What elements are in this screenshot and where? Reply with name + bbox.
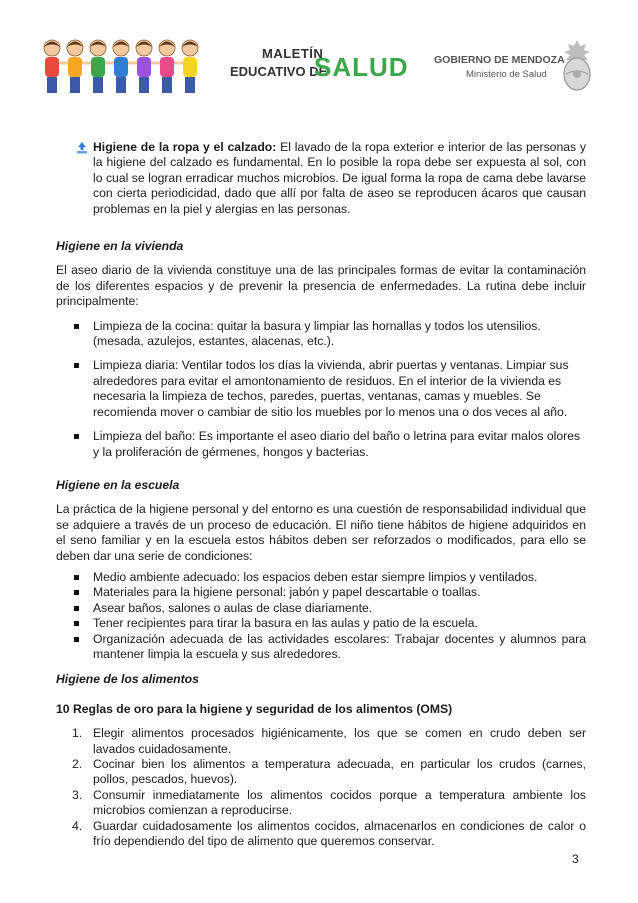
arrow-bullet-icon <box>76 142 88 154</box>
child-figure <box>67 40 91 93</box>
page-number: 3 <box>572 852 579 866</box>
square-bullet-icon <box>74 363 79 368</box>
square-bullet-icon <box>74 575 79 580</box>
section-heading-vivienda: Higiene en la vivienda <box>56 239 184 254</box>
square-bullet-icon <box>74 621 79 626</box>
list-item: 2. Cocinar bien los alimentos a temperatura adecuada, en particular los crudos (carnes, pollos, pescados, huevos). <box>72 757 586 787</box>
list-item: 3. Consumir inmediatamente los alimentos cocidos porque a temperatura ambiente los microbios comienzan a reproducirse. <box>72 787 586 818</box>
section-heading-alimentos: Higiene de los alimentos <box>56 672 199 687</box>
child-figure <box>159 40 183 93</box>
document-body <box>56 140 586 849</box>
vivienda-paragraph: El aseo diario de la vivienda constituye una de las principales formas de evitar la contaminación de los diferentes espacios y de prevenir la presencia de enfermedades. La rutina debe incluir principalmente: <box>56 263 586 309</box>
child-figure <box>182 40 198 93</box>
square-bullet-icon <box>74 324 79 329</box>
square-bullet-icon <box>74 606 79 611</box>
gob-line2: Ministerio de Salud <box>466 69 547 80</box>
children-holding-hands-logo <box>40 32 210 102</box>
maletin-logo <box>230 46 410 96</box>
alimentos-rules-list <box>56 726 586 849</box>
child-figure <box>113 40 137 93</box>
intro-bullet <box>56 140 586 217</box>
gob-line1: GOBIERNO DE MENDOZA <box>434 54 565 66</box>
list-item: Limpieza del baño: Es importante el aseo diario del baño o letrina para evitar malos olores y la proliferación de gérmenes, hongos y bacterias. <box>56 429 586 460</box>
child-figure <box>136 40 160 93</box>
list-item: Tener recipientes para tirar la basura en las aulas y patio de la escuela. <box>56 616 586 631</box>
child-figure <box>90 40 114 93</box>
list-item: Limpieza de la cocina: quitar la basura y limpiar las hornallas y todos los utensilios. (mesada, azulejos, estantes, alacenas, etc.). <box>56 319 586 350</box>
square-bullet-icon <box>74 434 79 439</box>
vivienda-list <box>56 319 586 460</box>
child-figure <box>44 40 68 93</box>
list-item: 1. Elegir alimentos procesados higiénicamente, los que se comen en crudo deben ser lavados cuidadosamente. <box>72 726 586 756</box>
list-item: 4. Guardar cuidadosamente los alimentos cocidos, almacenarlos en condiciones de calor o frío dependiendo del tipo de alimento que queremos conservar. <box>72 818 586 849</box>
page-header <box>0 24 638 106</box>
maletin-salud: SALUD <box>314 52 409 82</box>
square-bullet-icon <box>74 637 79 642</box>
escuela-paragraph: La práctica de la higiene personal y del entorno es una cuestión de responsabilidad individual que se adquiere a través de un proceso de educación. El niño tiene hábitos de higiene adquiridos en el seno familiar y en la escuela estos hábitos deben ser reforzados o modificados, para ello se deben dar una serie de condiciones: <box>56 502 586 563</box>
alimentos-subheading: 10 Reglas de oro para la higiene y seguridad de los alimentos (OMS) <box>56 701 453 716</box>
list-item: Medio ambiente adecuado: los espacios deben estar siempre limpios y ventilados. <box>56 570 586 585</box>
list-item: Organización adecuada de las actividades escolares: Trabajar docentes y alumnos para mantener limpia la escuela y sus alrededores. <box>56 632 586 663</box>
list-item: Materiales para la higiene personal: jabón y papel descartable o toallas. <box>56 585 586 600</box>
intro-bullet-title: Higiene de la ropa y el calzado: <box>93 140 277 154</box>
list-item: Asear baños, salones o aulas de clase diariamente. <box>56 601 586 616</box>
maletin-line1: MALETÍN <box>262 46 324 61</box>
mendoza-shield-icon <box>560 38 594 94</box>
section-heading-escuela: Higiene en la escuela <box>56 477 180 492</box>
intro-bullet-text: El lavado de la ropa exterior e interior de las personas y la higiene del calzado es fundamental. En lo posible la ropa debe ser expuesta al sol, con lo cual se logran erradicar muchos microbios. De igual forma la ropa de cama debe lavarse con cierta periodicidad, dado que allí por falta de aseo se reproducen ácaros que causan problemas en la piel y alergias en las personas. <box>93 140 586 216</box>
square-bullet-icon <box>74 590 79 595</box>
maletin-line2: EDUCATIVO DE <box>230 64 328 79</box>
list-item: Limpieza diaria: Ventilar todos los días la vivienda, abrir puertas y ventanas. Limpiar sus alrededores para evitar el amontonamiento de residuos. En el interior de la vivienda es necesaria la limpieza de techos, paredes, puertas, ventanas, camas y muebles. Se recomienda mover o cambiar de sitio los muebles por lo menos una o dos veces al año. <box>56 358 586 420</box>
escuela-list <box>56 570 586 662</box>
